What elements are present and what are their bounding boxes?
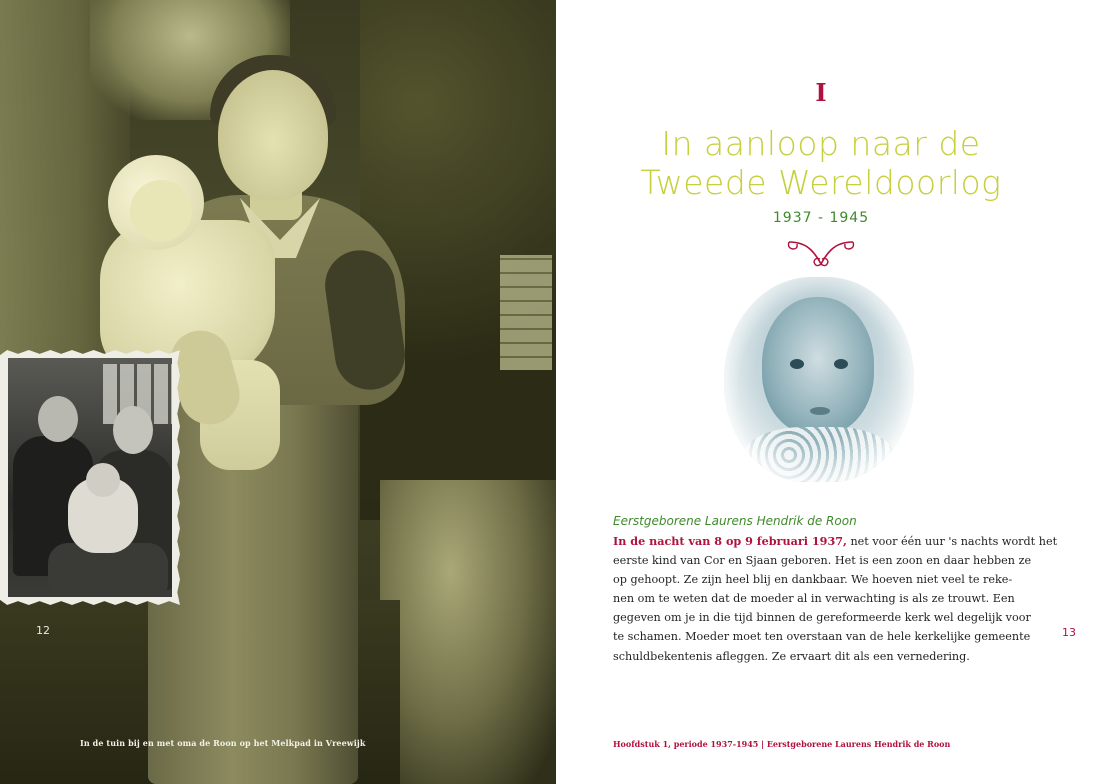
body-text (613, 532, 1058, 666)
page-number-left: 12 (36, 624, 50, 637)
inset-photo (0, 350, 180, 605)
body-line (613, 532, 1058, 551)
baby-figure-face (130, 180, 192, 242)
inset-baby-face (86, 463, 120, 497)
body-line-2: eerste kind van Cor en Sjaan geboren. Het is een zoon en daar hebben ze (613, 554, 1032, 568)
chapter-title (556, 124, 1086, 202)
photo-garden-path (380, 480, 556, 784)
section-heading: Eerstgeborene Laurens Hendrik de Roon (613, 514, 857, 528)
body-line-4: nen om te weten dat de moeder al in verwachting is als ze trouwt. Een (613, 592, 1015, 606)
body-line-5: gegeven om je in die tijd binnen de gereformeerde kerk wel degelijk voor (613, 611, 1031, 625)
body-line-3: op gehoopt. Ze zijn heel blij en dankbaar. We hoeven niet veel te reke- (613, 573, 1013, 587)
page-number-right: 13 (1062, 626, 1076, 639)
portrait-vignette (724, 277, 914, 482)
photo-caption: In de tuin bij en met oma de Roon op het Melkpad in Vreewijk (80, 738, 366, 748)
swirl-ornament-icon (785, 236, 857, 270)
body-line-1: net voor één uur 's nachts wordt het (846, 535, 1058, 548)
body-line-7: schuldbekentenis afleggen. Ze ervaart dit als een vernedering. (613, 649, 970, 663)
baby-portrait-photo (724, 277, 914, 482)
chapter-title-line-1: In aanloop naar de (661, 124, 981, 163)
inset-mother-face (113, 406, 153, 454)
body-lead: In de nacht van 8 op 9 februari 1937, (613, 534, 847, 548)
chapter-years: 1937 - 1945 (772, 210, 870, 226)
chapter-title-line-2: Tweede Wereldoorlog (640, 163, 1002, 202)
chapter-number: I (815, 78, 827, 107)
woman-figure-head (218, 70, 328, 200)
body-line-6: te schamen. Moeder moet ten overstaan van de hele kerkelijke gemeente (613, 630, 1031, 644)
inset-photo-image (8, 358, 172, 597)
running-footer: Hoofdstuk 1, periode 1937-1945 | Eerstgeborene Laurens Hendrik de Roon (613, 739, 951, 749)
right-page (556, 0, 1110, 784)
inset-grandmother-face (38, 396, 78, 442)
photo-background-window (500, 255, 552, 370)
